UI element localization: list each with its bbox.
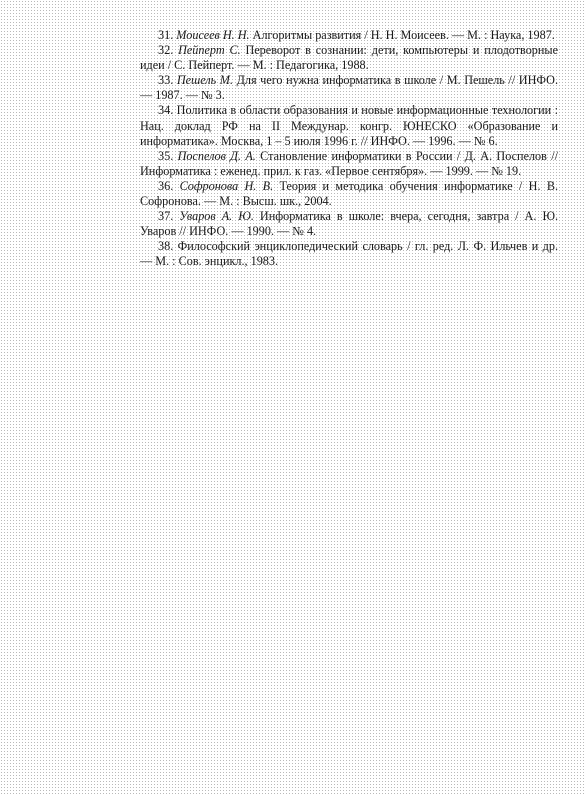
reference-number: 35. xyxy=(158,148,174,163)
reference-author: Софронова Н. В. xyxy=(179,178,274,193)
reference-number: 32. xyxy=(158,43,174,58)
reference-list xyxy=(140,28,558,270)
reference-number: 36. xyxy=(158,178,174,193)
reference-text: Политика в области образования и новые информационные технологии : Нац. доклад РФ на II Междунар. конгр. ЮНЕСКО «Образование и информатика». Москва, 1 – 5 июля 1996 г. // ИНФО. — 1996. — № 6. xyxy=(140,103,558,148)
reference-text: Информатика в школе: вчера, сегодня, завтра / А. Ю. Уваров // ИНФО. — 1990. — № 4. xyxy=(140,209,559,239)
reference-number: 37. xyxy=(158,209,174,224)
reference-text: Алгоритмы развития / Н. Н. Моисеев. — М. : Наука, 1987. xyxy=(249,28,555,42)
reference-item xyxy=(140,103,558,148)
reference-author: Уваров А. Ю. xyxy=(179,209,254,224)
reference-text: Для чего нужна информатика в школе / М. Пешель // ИНФО. — 1987. — № 3. xyxy=(140,73,559,103)
reference-item xyxy=(140,149,558,179)
reference-number: 38. xyxy=(158,239,174,254)
reference-item xyxy=(140,209,558,239)
reference-number: 34. xyxy=(158,103,174,118)
reference-item xyxy=(140,239,558,269)
reference-author: Пешель М. xyxy=(176,73,233,88)
reference-text: Теория и методика обучения информатике / Н. В. Софронова. — М. : Высш. шк., 2004. xyxy=(140,178,558,209)
reference-item xyxy=(140,73,558,103)
reference-text: Философский энциклопедический словарь / гл. ред. Л. Ф. Ильчев и др. — М. : Сов. энцикл., 1983. xyxy=(140,239,558,269)
reference-item xyxy=(140,43,558,73)
reference-author: Пейперт С. xyxy=(178,43,241,58)
reference-text: Переворот в сознании: дети, компьютеры и плодотворные идеи / С. Пейперт. — М. : Педагогика, 1988. xyxy=(140,43,559,73)
reference-item xyxy=(140,179,558,209)
reference-author: Моисеев Н. Н. xyxy=(176,28,250,42)
reference-text: Становление информатики в России / Д. А. Поспелов // Информатика : еженед. прил. к газ. «Первое сентября». — 1999. — № 19. xyxy=(140,148,558,178)
reference-item xyxy=(140,28,558,43)
reference-number: 33. xyxy=(158,73,174,88)
reference-author: Поспелов Д. А. xyxy=(177,148,256,163)
reference-number: 31. xyxy=(158,28,174,42)
